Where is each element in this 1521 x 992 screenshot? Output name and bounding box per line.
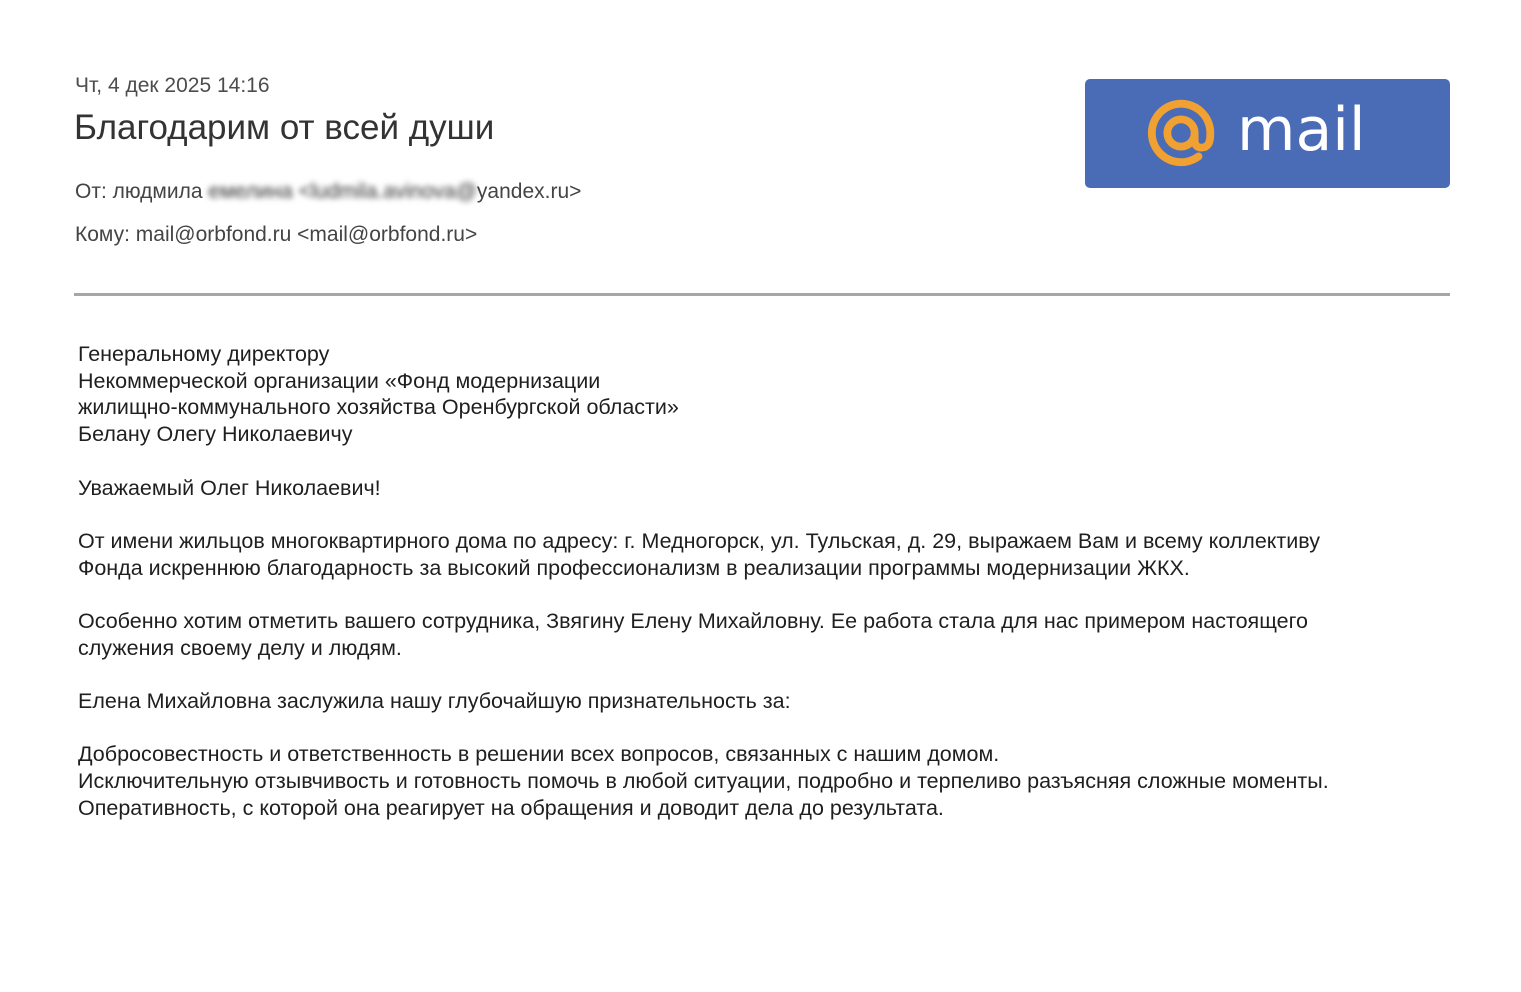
to-label: Кому: xyxy=(75,223,130,246)
paragraph-line: Особенно хотим отметить вашего сотрудника, Звягину Елену Михайловну. Ее работа стала для нас примером настоящего xyxy=(78,608,1308,633)
greeting: Уважаемый Олег Николаевич! xyxy=(78,475,381,500)
mail-logo-wordmark: mail xyxy=(1237,95,1366,165)
list-item: Добросовестность и ответственность в решении всех вопросов, связанных с нашим домом. xyxy=(78,742,1000,767)
email-subject: Благодарим от всей души xyxy=(74,108,495,147)
to-line xyxy=(75,223,477,247)
list-item: Исключительную отзывчивость и готовность помочь в любой ситуации, подробно и терпеливо разъясняя сложные моменты. xyxy=(78,769,1329,794)
list-item: Оперативность, с которой она реагирует на обращения и доводит дела до результата. xyxy=(78,795,944,820)
from-redacted-address: емелина <ludmila.avinova@ xyxy=(208,180,477,203)
header-divider xyxy=(74,293,1450,296)
paragraph-line: служения своему делу и людям. xyxy=(78,635,402,660)
email-date: Чт, 4 дек 2025 14:16 xyxy=(75,74,270,97)
addressee-line: жилищно-коммунального хозяйства Оренбургской области» xyxy=(78,395,679,420)
list-intro: Елена Михайловна заслужила нашу глубочайшую признательность за: xyxy=(78,689,791,714)
letter-body xyxy=(78,341,1448,822)
addressee-line: Некоммерческой организации «Фонд модернизации xyxy=(78,368,601,393)
to-address: mail@orbfond.ru <mail@orbfond.ru> xyxy=(135,223,478,246)
paragraph-line: От имени жильцов многоквартирного дома по адресу: г. Медногорск, ул. Тульская, д. 29, выражаем Вам и всему коллективу xyxy=(78,528,1320,553)
at-sign-icon xyxy=(1142,93,1220,173)
from-line xyxy=(75,180,581,204)
mail-logo xyxy=(1085,79,1450,188)
addressee-line: Белану Олегу Николаевичу xyxy=(78,422,353,447)
paragraph-line: Фонда искреннюю благодарность за высокий профессионализм в реализации программы модернизации ЖКХ. xyxy=(78,555,1190,580)
from-label: От: xyxy=(75,180,107,203)
from-name: людмила xyxy=(112,180,203,203)
from-domain: yandex.ru> xyxy=(476,180,582,203)
addressee-line: Генеральному директору xyxy=(78,342,330,366)
